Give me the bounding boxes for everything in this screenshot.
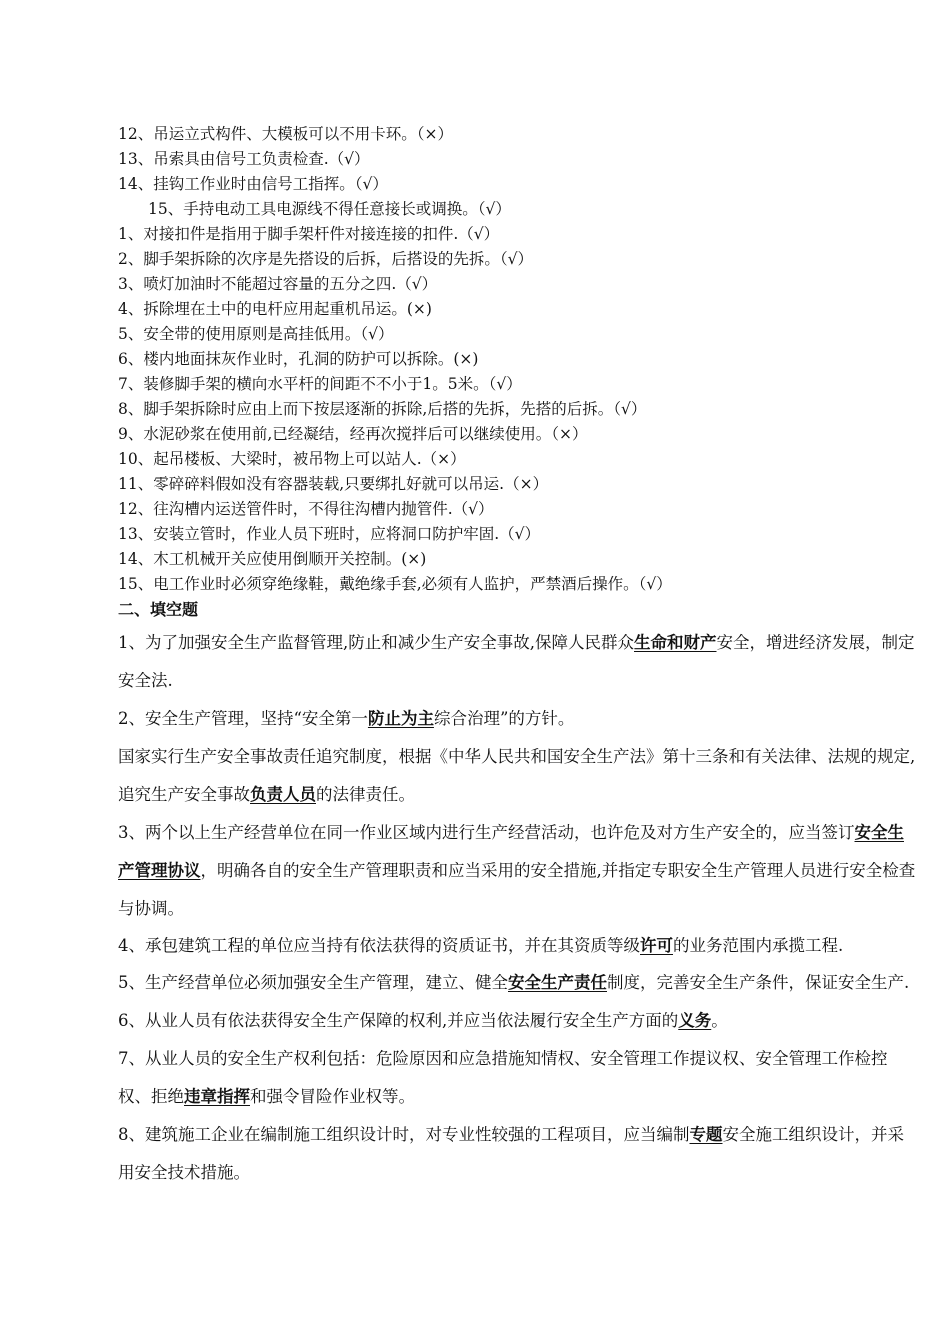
true-false-item: 12、往沟槽内运送管件时，不得往沟槽内抛管件.（√） xyxy=(118,500,494,518)
fill-in-text: 的法律责任。 xyxy=(316,785,415,804)
true-false-item: 4、拆除埋在土中的电杆应用起重机吊运。(×) xyxy=(118,300,432,318)
fill-in-answer: 安全生产责任 xyxy=(508,973,607,992)
fill-in-answer: 专题 xyxy=(689,1125,723,1144)
fill-in-text: 的业务范围内承揽工程. xyxy=(673,936,844,955)
true-false-item: 14、木工机械开关应使用倒顺开关控制。(×) xyxy=(118,550,427,568)
fill-in-text: 安全，增进经济发展，制定安全法. xyxy=(118,633,915,690)
fill-in-answer: 防止为主 xyxy=(367,709,434,728)
fill-in-text: 综合治理”的方针。 xyxy=(433,709,575,728)
fill-in-item xyxy=(118,928,918,964)
true-false-item: 8、脚手架拆除时应由上而下按层逐渐的拆除,后搭的先拆，先搭的后拆。（√） xyxy=(118,400,647,418)
fill-in-text: 国家实行生产安全事故责任追究制度，根据《中华人民共和国安全生产法》第十三条和有关法律、法规的规定,追究生产安全事故 xyxy=(118,747,916,804)
fill-in-answer: 安全生产管理协议 xyxy=(118,823,904,880)
fill-in-item xyxy=(118,964,918,1002)
true-false-item: 2、脚手架拆除的次序是先搭设的后拆，后搭设的先拆。（√） xyxy=(118,250,533,268)
fill-in-text: 7、从业人员的安全生产权利包括：危险原因和应急措施知情权、安全管理工作提议权、安全管理工作检控权、拒绝 xyxy=(118,1049,888,1106)
fill-in-item xyxy=(118,624,918,700)
fill-in-answer: 许可 xyxy=(640,936,673,955)
fill-in-text: 。 xyxy=(711,1011,728,1030)
fill-in-text: 1、为了加强安全生产监督管理,防止和减少生产安全事故,保障人民群众 xyxy=(118,633,634,652)
true-false-item: 7、装修脚手架的横向水平杆的间距不不小于1。5米。（√） xyxy=(118,375,522,393)
fill-in-answer: 义务 xyxy=(678,1011,712,1030)
fill-in-text: 5、生产经营单位必须加强安全生产管理，建立、健全 xyxy=(118,973,508,992)
true-false-item: 13、吊索具由信号工负责检查.（√） xyxy=(118,150,370,168)
fill-in-item xyxy=(118,1116,918,1192)
true-false-list xyxy=(118,122,918,597)
document-body xyxy=(118,122,918,1192)
true-false-item: 9、水泥砂浆在使用前,已经凝结，经再次搅拌后可以继续使用。（×） xyxy=(118,425,588,443)
fill-in-text: 和强令冒险作业权等。 xyxy=(250,1087,415,1106)
true-false-item: 14、挂钩工作业时由信号工指挥。（√） xyxy=(118,175,388,193)
true-false-item: 15、手持电动工具电源线不得任意接长或调换。（√） xyxy=(148,200,511,218)
fill-in-text: 2、安全生产管理，坚持“安全第一 xyxy=(118,709,368,728)
fill-in-text: 3、两个以上生产经营单位在同一作业区域内进行生产经营活动，也许危及对方生产安全的，应当签订 xyxy=(118,823,855,842)
true-false-item: 15、电工作业时必须穿绝缘鞋，戴绝缘手套,必须有人监护，严禁酒后操作。（√） xyxy=(118,575,672,593)
true-false-item: 3、喷灯加油时不能超过容量的五分之四.（√） xyxy=(118,275,438,293)
fill-in-answer: 生命和财产 xyxy=(634,633,717,652)
fill-in-answer: 违章指挥 xyxy=(184,1087,250,1106)
fill-in-item xyxy=(118,738,918,814)
fill-in-item xyxy=(118,1040,918,1116)
section-heading: 二、填空题 xyxy=(118,600,199,619)
true-false-item: 13、安装立管时，作业人员下班时，应将洞口防护牢固.（√） xyxy=(118,525,541,543)
true-false-item: 1、对接扣件是指用于脚手架杆件对接连接的扣件.（√） xyxy=(118,225,500,243)
fill-in-text: 6、从业人员有依法获得安全生产保障的权利,并应当依法履行安全生产方面的 xyxy=(118,1011,679,1030)
fill-in-text: ，明确各自的安全生产管理职责和应当采用的安全措施,并指定专职安全生产管理人员进行安全检查与协调。 xyxy=(118,861,916,918)
fill-in-item xyxy=(118,814,918,928)
fill-in-item xyxy=(118,700,918,738)
true-false-item: 6、楼内地面抹灰作业时，孔洞的防护可以拆除。(×) xyxy=(118,350,479,368)
fill-in-text: 安全施工组织设计，并采用安全技术措施。 xyxy=(118,1125,904,1182)
fill-in-text: 制度，完善安全生产条件，保证安全生产. xyxy=(607,973,910,992)
true-false-item: 5、安全带的使用原则是高挂低用。（√） xyxy=(118,325,394,343)
true-false-item: 11、零碎碎料假如没有容器装载,只要绑扎好就可以吊运.（×） xyxy=(118,475,549,493)
true-false-item: 10、起吊楼板、大梁时，被吊物上可以站人.（×） xyxy=(118,450,466,468)
true-false-item: 12、吊运立式构件、大模板可以不用卡环。（×） xyxy=(118,125,453,143)
fill-in-text: 4、承包建筑工程的单位应当持有依法获得的资质证书，并在其资质等级 xyxy=(118,936,640,955)
fill-in-answer: 负责人员 xyxy=(250,785,316,804)
fill-in-item xyxy=(118,1002,918,1040)
fill-in-list xyxy=(118,624,918,1192)
fill-in-text: 8、建筑施工企业在编制施工组织设计时，对专业性较强的工程项目，应当编制 xyxy=(118,1125,690,1144)
